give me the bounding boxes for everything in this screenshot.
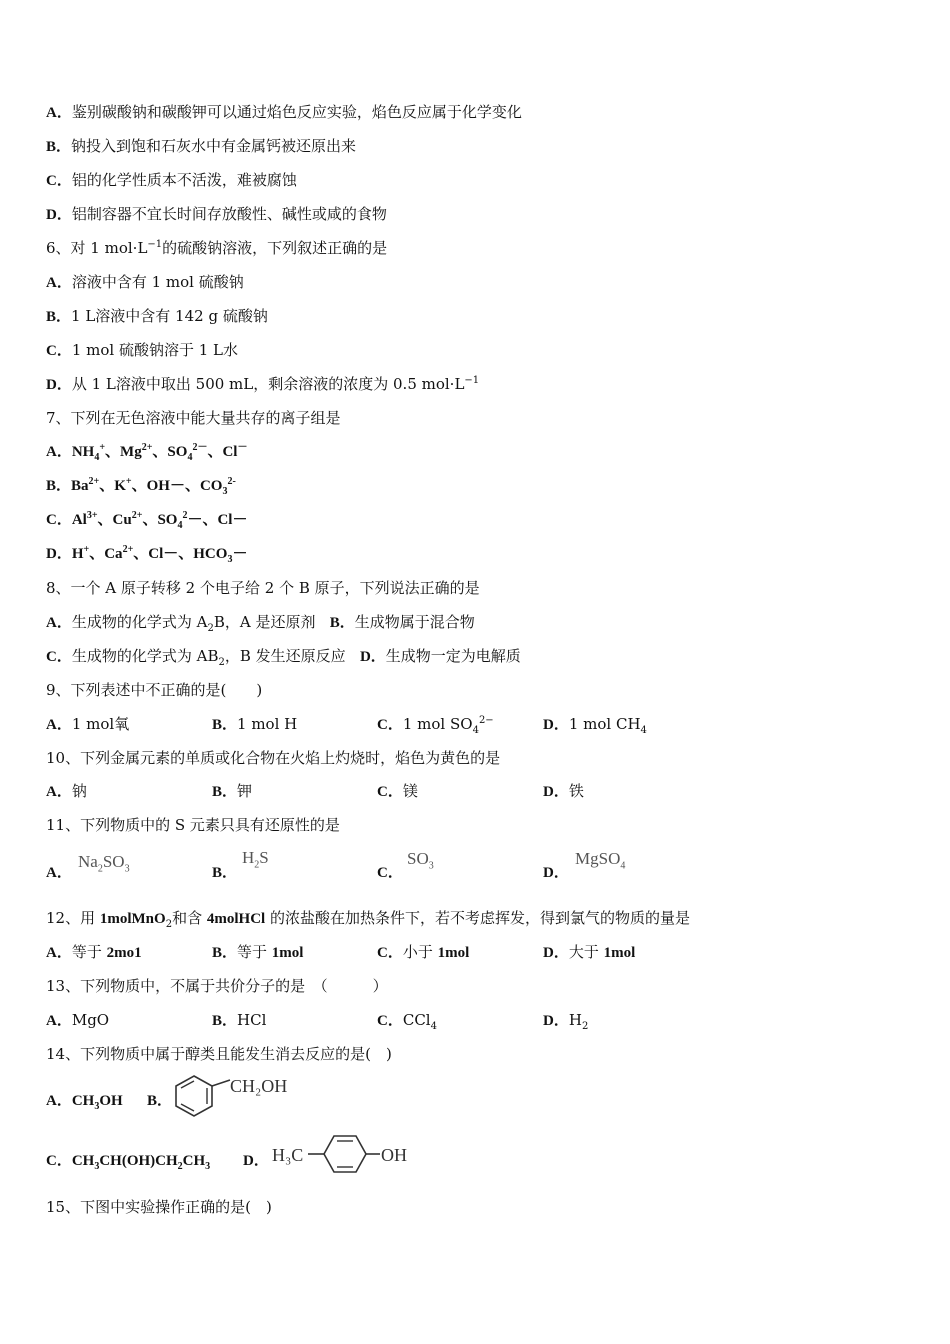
option-sub: 2 (207, 623, 214, 634)
option-text: 镁 (402, 782, 418, 800)
option-text: 生成物的化学式为 AB (71, 647, 219, 665)
ion: －、Cl－ (187, 512, 248, 528)
ion-sup: 2+ (122, 544, 134, 555)
option-text: B，A 是还原剂 (213, 613, 316, 631)
option-label: B． (212, 1013, 238, 1029)
option-text: MgO (71, 1011, 110, 1029)
option-label: D． (543, 1013, 569, 1029)
ion-sup: 2 (182, 510, 188, 521)
option-bold: 2mo1 (106, 945, 142, 961)
q14-option-b-label: B． (147, 1093, 173, 1109)
option-label: C． (46, 173, 72, 189)
p-cresol-structure (270, 1132, 415, 1176)
q13-option-c (377, 1010, 437, 1031)
q9-option-c (377, 714, 494, 735)
formula-sub: 4 (620, 860, 626, 872)
option-label: C． (377, 865, 403, 881)
option-text: 生成物属于混合物 (354, 613, 475, 631)
option-label: A． (46, 615, 72, 631)
ion-sup: 2+ (141, 442, 153, 453)
q10-option-c (377, 781, 418, 802)
option-label: D． (543, 784, 569, 800)
ion-sup: 2+ (88, 476, 100, 487)
ion: 、K (99, 478, 126, 494)
q11-option-a-label (46, 862, 72, 883)
option-text: 1 mol 硫酸钠溶于 1 L水 (71, 341, 239, 359)
q6-stem-sup: −1 (147, 239, 163, 250)
ion-sup: － (237, 442, 248, 453)
option-label: A． (46, 945, 72, 961)
option-text: 铝制容器不宜长时间存放酸性、碱性或咸的食物 (71, 205, 387, 223)
option-text: 1 mol氧 (71, 715, 130, 733)
option-label: D． (543, 945, 569, 961)
ion: 、SO (142, 512, 178, 528)
ion-sup: + (83, 544, 90, 555)
option-label: A． (46, 717, 72, 733)
h3c-label: H₃C (272, 1145, 304, 1165)
q7-option-a (46, 442, 247, 462)
option-sub: 4 (430, 1021, 437, 1032)
stem-text: 的浓盐酸在加热条件下，若不考虑挥发，得到氯气的物质的量是 (265, 909, 690, 927)
option-text: 等于 (71, 943, 107, 961)
stem-sub: 2 (165, 919, 173, 930)
formula: Na (78, 852, 98, 871)
ion-sup: 2－ (192, 442, 208, 453)
ion: 、Cl (207, 444, 238, 460)
option-text: CCl (402, 1011, 431, 1029)
option-sub: 4 (640, 725, 647, 736)
q6-option-c (46, 340, 238, 361)
q11-option-d-label (543, 862, 569, 883)
q12-option-d (543, 942, 635, 963)
q14-stem: 14、下列物质中属于醇类且能发生消去反应的是( ) (46, 1045, 392, 1063)
option-label: D． (543, 865, 569, 881)
stem-text: 12、用 (46, 909, 100, 927)
ion: 、Mg (105, 444, 142, 460)
q7-stem: 7、下列在无色溶液中能大量共存的离子组是 (46, 409, 341, 427)
option-label: C． (46, 343, 72, 359)
option-label: A． (46, 784, 72, 800)
option-text: 生成物一定为电解质 (385, 647, 521, 665)
option-text: 钠 (71, 782, 87, 800)
q13-option-a (46, 1010, 109, 1031)
q7-option-b (46, 476, 236, 496)
formula-sub: 3 (94, 1161, 100, 1172)
formula-sub: 3 (94, 1101, 100, 1112)
option-text: 生成物的化学式为 A (71, 613, 208, 631)
option-sub: 2 (218, 657, 225, 668)
option-sub: 2 (581, 1021, 589, 1032)
option-label: D． (46, 207, 72, 223)
q6-stem-post: 的硫酸钠溶液，下列叙述正确的是 (162, 239, 388, 257)
q9-stem: 9、下列表述中不正确的是( ) (46, 681, 263, 699)
ion: 、OH－、CO (131, 478, 223, 494)
q15-stem: 15、下图中实验操作正确的是( ) (46, 1198, 272, 1216)
formula: CH (71, 1093, 95, 1109)
q13-option-b (212, 1010, 266, 1031)
formula-sub: 2 (254, 859, 260, 871)
q12-option-b (212, 942, 303, 963)
option-label: C． (377, 717, 403, 733)
option-text: 等于 (237, 943, 272, 961)
ion-sub: 3 (222, 486, 228, 497)
option-label: D． (543, 717, 569, 733)
ch2oh-label: CH₂OH (230, 1076, 288, 1096)
option-label: C． (46, 1153, 72, 1169)
option-label: C． (46, 649, 72, 665)
q13-stem: 13、下列物质中，不属于共价分子的是 （ ） (46, 977, 388, 995)
option-label: B． (212, 945, 238, 961)
option-label: C． (377, 945, 403, 961)
ion-sub: 3 (227, 554, 233, 565)
option-text: 钾 (237, 782, 253, 800)
option-label: B． (212, 717, 238, 733)
q11-option-a-formula (78, 852, 130, 875)
benzyl-alcohol-structure (170, 1070, 305, 1122)
option-label: B． (212, 865, 238, 881)
option-label: A． (46, 444, 72, 460)
formula: S (259, 848, 269, 867)
q10-option-d (543, 781, 584, 802)
option-label: D． (359, 649, 386, 665)
option-text: 大于 (568, 943, 604, 961)
q6-stem (46, 238, 387, 258)
q7-option-c (46, 510, 247, 530)
option-sup: −1 (464, 375, 480, 386)
q8-stem: 8、一个 A 原子转移 2 个电子给 2 个 B 原子，下列说法正确的是 (46, 579, 480, 597)
ion-sub: 4 (94, 452, 100, 463)
formula: CH (182, 1153, 206, 1169)
ion: 、Cu (97, 512, 132, 528)
option-bold: 1mol (603, 945, 636, 961)
option-label: C． (377, 784, 403, 800)
q10-option-a (46, 781, 87, 802)
bond (212, 1080, 230, 1086)
option-label: B． (46, 309, 72, 325)
option-text: 鉴别碳酸钠和碳酸钾可以通过焰色反应实验，焰色反应属于化学变化 (71, 103, 522, 121)
formula: CH (71, 1153, 95, 1169)
q12-option-c (377, 942, 469, 963)
option-text: 1 L溶液中含有 142 g 硫酸钠 (71, 307, 268, 325)
option-text: 从 1 L溶液中取出 500 mL，剩余溶液的浓度为 0.5 mol·L (71, 375, 465, 393)
option-bold: 1mol (437, 945, 470, 961)
option-sub: 4 (472, 725, 479, 736)
option-text: ，B 发生还原反应 (224, 647, 346, 665)
ion: 、Ca (89, 546, 123, 562)
formula-sub: 3 (124, 863, 130, 875)
q11-option-b-label (212, 862, 237, 883)
q5-option-b (46, 136, 356, 157)
q6-option-a (46, 272, 244, 293)
option-label: B． (46, 478, 72, 494)
q11-option-c-formula (407, 849, 434, 872)
stem-bold: 4molHCl (206, 911, 266, 927)
ion: NH (71, 444, 95, 460)
q12-option-a (46, 942, 142, 963)
q12-stem (46, 908, 690, 929)
formula: H (242, 848, 255, 867)
ion: 、Cl－、HCO (133, 546, 228, 562)
option-label: B． (212, 784, 238, 800)
option-label: A． (46, 1093, 72, 1109)
option-text: 1 mol H (237, 715, 298, 733)
formula: SO (102, 852, 125, 871)
ion: H (71, 546, 84, 562)
formula-sub: 2 (97, 863, 103, 875)
option-text: 溶液中含有 1 mol 硫酸钠 (71, 273, 244, 291)
option-text: 小于 (402, 943, 438, 961)
stem-bold: 1molMnO (99, 911, 166, 927)
q9-option-d (543, 714, 647, 735)
option-text: 铁 (568, 782, 584, 800)
ion: Al (71, 512, 87, 528)
oh-label: OH (381, 1145, 407, 1165)
formula: SO (407, 849, 429, 868)
option-label: B． (329, 615, 355, 631)
formula: MgSO (575, 849, 621, 868)
ion: － (232, 546, 248, 562)
ion-sup: 3+ (86, 510, 98, 521)
q11-option-c-label (377, 862, 403, 883)
option-text: HCl (237, 1011, 267, 1029)
stem-text: 和含 (172, 909, 207, 927)
ion-sup: 2- (227, 476, 236, 487)
option-text: H (568, 1011, 582, 1029)
q9-option-a (46, 714, 129, 735)
option-label: B． (46, 139, 72, 155)
q10-option-b (212, 781, 252, 802)
option-label: A． (46, 865, 72, 881)
q14-option-d-label: D． (243, 1153, 269, 1169)
q9-option-b (212, 714, 297, 735)
ion: Ba (71, 478, 89, 494)
q5-option-c (46, 170, 297, 191)
q8-options-cd (46, 646, 521, 667)
option-label: A． (46, 1013, 72, 1029)
option-text: 钠投入到饱和石灰水中有金属钙被还原出来 (71, 137, 357, 155)
option-label: D． (46, 546, 72, 562)
option-text: 1 mol SO (402, 715, 473, 733)
formula: CH(OH)CH (99, 1153, 178, 1169)
q5-option-d (46, 204, 387, 225)
option-label: D． (46, 377, 72, 393)
option-label: C． (377, 1013, 403, 1029)
ion: 、SO (152, 444, 188, 460)
ion-sup: + (99, 442, 106, 453)
option-text: 1 mol CH (568, 715, 641, 733)
q8-options-ab (46, 612, 475, 633)
q11-stem: 11、下列物质中的 S 元素只具有还原性的是 (46, 816, 340, 834)
q11-option-b-formula (242, 848, 269, 871)
option-bold: 1mol (271, 945, 304, 961)
q14-option-c (46, 1151, 210, 1171)
formula: OH (99, 1093, 123, 1109)
formula-sub: 2 (177, 1161, 183, 1172)
q14-option-a (46, 1091, 123, 1111)
q6-stem-pre: 6、对 1 mol·L (46, 239, 148, 257)
q7-option-d (46, 544, 247, 564)
q5-option-a (46, 102, 522, 123)
formula-sub: 3 (205, 1161, 211, 1172)
q10-stem: 10、下列金属元素的单质或化合物在火焰上灼烧时，焰色为黄色的是 (46, 749, 501, 767)
option-label: A． (46, 275, 72, 291)
option-label: C． (46, 512, 72, 528)
ion-sup: + (125, 476, 132, 487)
q11-option-d-formula (575, 849, 626, 872)
option-sup: 2− (478, 715, 494, 726)
q6-option-b (46, 306, 268, 327)
q13-option-d (543, 1010, 588, 1031)
q6-option-d (46, 374, 479, 395)
ion-sup: 2+ (131, 510, 143, 521)
option-text: 铝的化学性质本不活泼，难被腐蚀 (71, 171, 297, 189)
option-label: A． (46, 105, 72, 121)
ion-sub: 4 (187, 452, 193, 463)
ion-sub: 4 (177, 520, 183, 531)
formula-sub: 3 (428, 860, 434, 872)
